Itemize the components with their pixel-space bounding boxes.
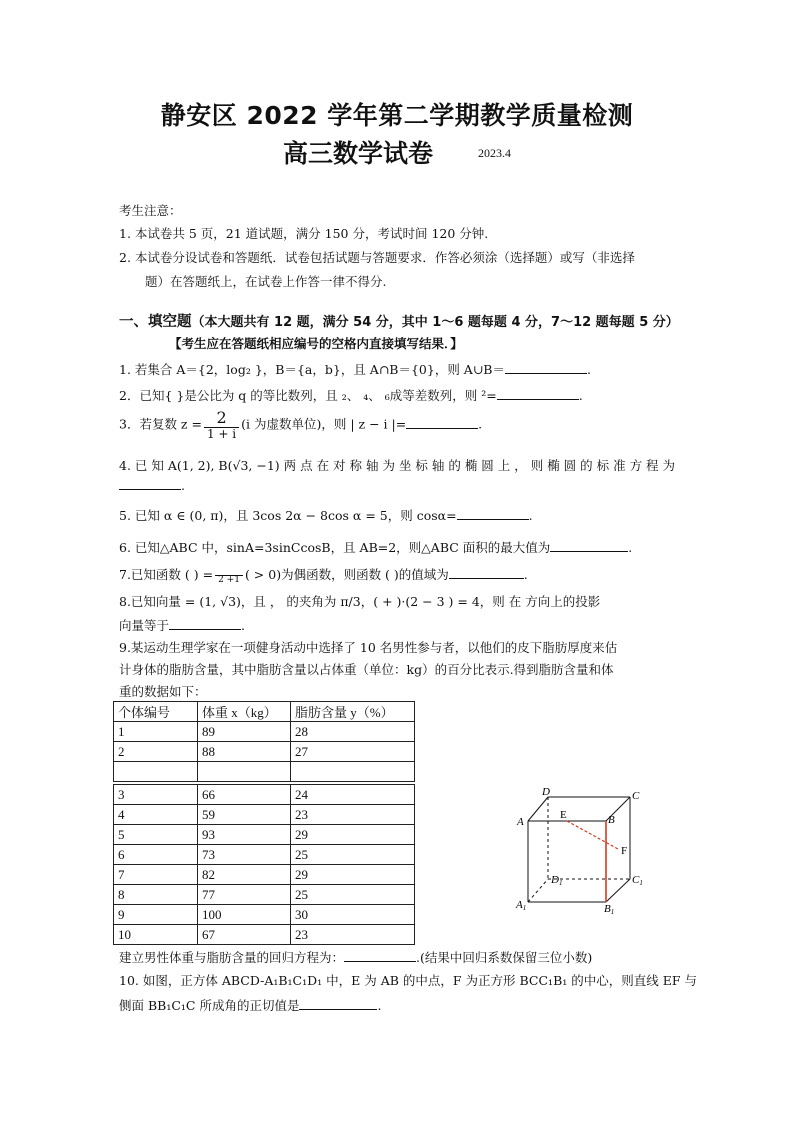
table-row <box>114 845 415 865</box>
table-row <box>114 785 415 805</box>
question-5-text: 5. 已知 α ∈ (0, π)，且 3cos 2α − 8cos α = 5，则 cosα= <box>119 508 457 523</box>
table-cell: 9 <box>114 905 198 925</box>
table-cell: 29 <box>291 865 415 885</box>
exam-title: 静安区 2022 学年第二学期教学质量检测 <box>160 101 634 130</box>
notice-label: 考生注意： <box>119 203 182 218</box>
section-heading <box>119 310 679 331</box>
label-E: E <box>560 809 567 821</box>
cube-edges <box>528 797 630 902</box>
label-B1: B1 <box>604 903 615 914</box>
table-cell: 77 <box>198 885 291 905</box>
table-cell: 82 <box>198 865 291 885</box>
table-cell: 23 <box>291 925 415 945</box>
table-row <box>114 905 415 925</box>
label-C1: C1 <box>632 874 643 887</box>
question-2 <box>119 386 583 404</box>
table-header-cell: 脂肪含量 y（%） <box>291 702 415 722</box>
question-8-cont <box>119 616 245 634</box>
table-row <box>114 825 415 845</box>
table-cell: 24 <box>291 785 415 805</box>
table-cell: 59 <box>198 805 291 825</box>
table-cell: 4 <box>114 805 198 825</box>
question-8: 8.已知向量 = (1, √3)，且 ， 的夹角为 π/3，( + )·(2 − 3 ) = 4，则 在 方向上的投影 <box>119 594 601 609</box>
label-A: A <box>517 816 524 828</box>
table-cell: 67 <box>198 925 291 945</box>
question-9-line1: 9.某运动生理学家在一项健身活动中选择了 10 名男性参与者，以他们的皮下脂肪厚度来估 <box>119 640 618 655</box>
question-7-post: ( > 0)为偶函数，则函数 ( )的值域为 <box>244 567 449 582</box>
question-8-text: 向量等于 <box>119 618 170 633</box>
answer-blank-2[interactable] <box>497 399 579 400</box>
question-5-end: . <box>528 508 533 523</box>
answer-blank-7[interactable] <box>449 578 524 579</box>
table-cell: 1 <box>114 722 198 742</box>
question-5 <box>119 506 533 524</box>
question-8-end: . <box>241 618 245 633</box>
question-1 <box>119 360 591 378</box>
table-cell: 25 <box>291 845 415 865</box>
label-F: F <box>621 845 628 857</box>
question-4-cont <box>119 478 185 493</box>
table-row <box>114 885 415 905</box>
question-9-line2: 计身体的脂肪含量，其中脂肪含量以占体重（单位：kg）的百分比表示.得到脂肪含量和体 <box>119 662 614 677</box>
table-cell: 30 <box>291 905 415 925</box>
answer-blank-5[interactable] <box>457 519 529 520</box>
data-table-top <box>113 701 415 782</box>
data-table-bottom <box>113 784 415 945</box>
section-instruction: 【考生应在答题纸相应编号的空格内直接填写结果．】 <box>169 336 463 351</box>
question-7-end: . <box>523 567 528 582</box>
table-header-cell: 体重 x（kg） <box>198 702 291 722</box>
table-cell: 93 <box>198 825 291 845</box>
answer-blank-6[interactable] <box>550 551 628 552</box>
label-D: D <box>542 786 550 798</box>
label-B: B <box>608 814 615 826</box>
edge-A1D1-hidden <box>528 879 548 902</box>
table-cell: 8 <box>114 885 198 905</box>
notice-item-2-cont: 题）在答题纸上，在试卷上作答一律不得分. <box>145 274 387 289</box>
question-4-end: . <box>181 478 185 493</box>
question-10-text: 侧面 BB₁C₁C 所成角的正切值是 <box>119 998 300 1013</box>
table-cell: 23 <box>291 805 415 825</box>
table-row <box>114 925 415 945</box>
notice-item-1: 1. 本试卷共 5 页，21 道试题，满分 150 分，考试时间 120 分钟. <box>119 226 489 241</box>
answer-blank-10[interactable] <box>299 1009 377 1010</box>
answer-blank-1[interactable] <box>505 373 587 374</box>
label-D1: D1 <box>551 874 563 887</box>
table-cell: 7 <box>114 865 198 885</box>
answer-blank-9[interactable] <box>344 961 416 962</box>
question-4: 4. 已 知 A(1, 2), B(√3, −1) 两 点 在 对 称 轴 为 坐 标 轴 的 椭 圆 上 ， 则 椭 圆 的 标 准 方 程 为 <box>119 458 676 473</box>
edge-AD <box>528 797 548 821</box>
question-9-regression <box>119 948 592 966</box>
table-cell: 28 <box>291 722 415 742</box>
fraction <box>204 410 239 440</box>
table-row <box>114 742 415 762</box>
question-3 <box>119 410 482 440</box>
question-2-text: 2．已知{ }是公比为 q 的等比数列，且 ₂、 ₄、 ₆成等差数列，则 ²= <box>119 388 497 403</box>
section-note: （本大题共有 12 题，满分 54 分，其中 1～6 题每题 4 分，7～12 题每题 5 分） <box>191 315 679 330</box>
table-cell: 10 <box>114 925 198 945</box>
question-10: 10. 如图，正方体 ABCD-A₁B₁C₁D₁ 中，E 为 AB 的中点，F 为正方形 BCC₁B₁ 的中心，则直线 EF 与 <box>119 973 697 988</box>
table-cell: 66 <box>198 785 291 805</box>
table-blank-row <box>114 762 415 782</box>
regression-text: 建立男性体重与脂肪含量的回归方程为： <box>119 950 345 965</box>
cube-figure <box>508 784 658 914</box>
table-cell: 6 <box>114 845 198 865</box>
exam-subtitle: 高三数学试卷 <box>283 139 434 168</box>
section-title: 一、填空题 <box>119 314 192 330</box>
fraction-denominator: 2 +1 <box>218 575 240 585</box>
question-1-end: . <box>587 362 591 377</box>
question-3-post: (i 为虚数单位)，则 | z − i |= <box>241 416 407 432</box>
question-7 <box>119 565 528 585</box>
answer-blank-8[interactable] <box>169 629 241 630</box>
table-cell: 89 <box>198 722 291 742</box>
question-2-end: . <box>578 388 583 403</box>
question-1-text: 1. 若集合 A＝{2，log₂ }，B＝{a，b}，且 A∩B＝{0}，则 A∪B＝ <box>119 362 505 377</box>
question-7-pre: 7.已知函数 ( ) = <box>119 567 214 582</box>
answer-blank-3[interactable] <box>406 428 478 429</box>
table-cell: 27 <box>291 742 415 762</box>
fraction-denominator: 1 + i <box>206 426 237 441</box>
table-cell: 3 <box>114 785 198 805</box>
table-row <box>114 722 415 742</box>
question-10-end: . <box>377 998 382 1013</box>
question-3-pre: 3．若复数 z = <box>119 416 202 432</box>
table-cell: 2 <box>114 742 198 762</box>
question-6-end: . <box>628 540 633 555</box>
question-3-end: . <box>478 416 483 432</box>
table-cell: 88 <box>198 742 291 762</box>
question-9-line3: 重的数据如下： <box>119 684 207 699</box>
fraction-numerator: 2 <box>204 410 239 428</box>
table-cell: 5 <box>114 825 198 845</box>
regression-note: .(结果中回归系数保留三位小数) <box>416 950 593 965</box>
table-row <box>114 805 415 825</box>
label-C: C <box>632 790 640 802</box>
table-cell: 29 <box>291 825 415 845</box>
table-header-cell: 个体编号 <box>114 702 198 722</box>
exam-date: 2023.4 <box>478 146 511 160</box>
question-6-text: 6. 已知△ABC 中，sinA=3sinCcosB，且 AB=2，则△ABC 面积的最大值为 <box>119 540 551 555</box>
table-cell: 100 <box>198 905 291 925</box>
table-header-row <box>114 702 415 722</box>
notice-item-2: 2. 本试卷分设试卷和答题纸．试卷包括试题与答题要求．作答必须涂（选择题）或写（非选择 <box>119 250 635 265</box>
fraction <box>215 566 243 586</box>
table-cell: 25 <box>291 885 415 905</box>
table-cell: 73 <box>198 845 291 865</box>
question-6 <box>119 538 632 556</box>
label-A1: A1 <box>516 899 527 912</box>
table-row <box>114 865 415 885</box>
question-10-cont <box>119 996 381 1014</box>
edge-B1C1 <box>606 879 630 902</box>
answer-blank-4[interactable] <box>119 489 181 490</box>
